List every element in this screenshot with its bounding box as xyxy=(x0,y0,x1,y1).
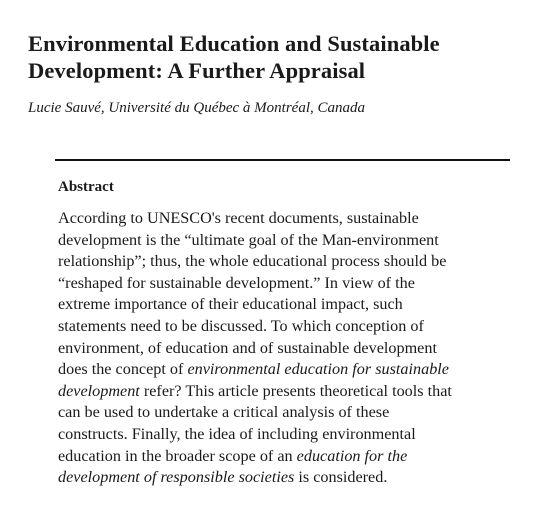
abstract-text: relationship”; thus, the whole educational process should be xyxy=(58,252,447,271)
abstract-line xyxy=(58,359,528,381)
abstract-text: can be used to undertake a critical analysis of these xyxy=(58,403,390,422)
abstract-text: According to UNESCO's recent documents, sustainable xyxy=(58,209,419,227)
abstract-line xyxy=(58,446,528,468)
paper-title-line-2: Development: A Further Appraisal xyxy=(28,58,366,83)
paper-title xyxy=(28,30,528,84)
abstract-body xyxy=(58,208,528,489)
abstract-line xyxy=(58,467,528,489)
author-affiliation: Lucie Sauvé, Université du Québec à Montréal, Canada xyxy=(28,100,366,116)
abstract-italic-text: development xyxy=(58,381,140,400)
abstract-italic-text: education for the xyxy=(296,446,408,465)
abstract-line xyxy=(58,338,528,360)
abstract-italic-text: development of responsible societies xyxy=(58,468,295,487)
abstract-line xyxy=(58,230,528,252)
abstract-text: statements need to be discussed. To which conception of xyxy=(58,316,424,335)
abstract-text: environment, of education and of sustainable development xyxy=(58,338,437,357)
abstract-line xyxy=(58,208,528,230)
abstract-text: does the concept of xyxy=(58,360,188,379)
abstract-text: “reshaped for sustainable development.” In view of the xyxy=(58,273,415,292)
abstract-line xyxy=(58,424,528,446)
abstract-text: development is the “ultimate goal of the Man-environment xyxy=(58,230,439,249)
abstract-line xyxy=(58,402,528,424)
abstract-line xyxy=(58,251,528,273)
abstract-text: education in the broader scope of an xyxy=(58,446,297,465)
abstract-heading: Abstract xyxy=(58,179,114,195)
abstract-text: refer? This article presents theoretical tools that xyxy=(139,381,452,400)
abstract-text: constructs. Finally, the idea of including environmental xyxy=(58,424,416,443)
abstract-text: extreme importance of their educational impact, such xyxy=(58,295,403,314)
abstract-italic-text: environmental education for sustainable xyxy=(187,360,449,379)
abstract-line xyxy=(58,273,528,295)
abstract-text: is considered. xyxy=(294,468,388,487)
abstract-line xyxy=(58,316,528,338)
abstract-line xyxy=(58,294,528,316)
section-divider xyxy=(55,159,510,161)
paper-title-line-1: Environmental Education and Sustainable xyxy=(28,31,440,56)
abstract-line xyxy=(58,381,528,403)
